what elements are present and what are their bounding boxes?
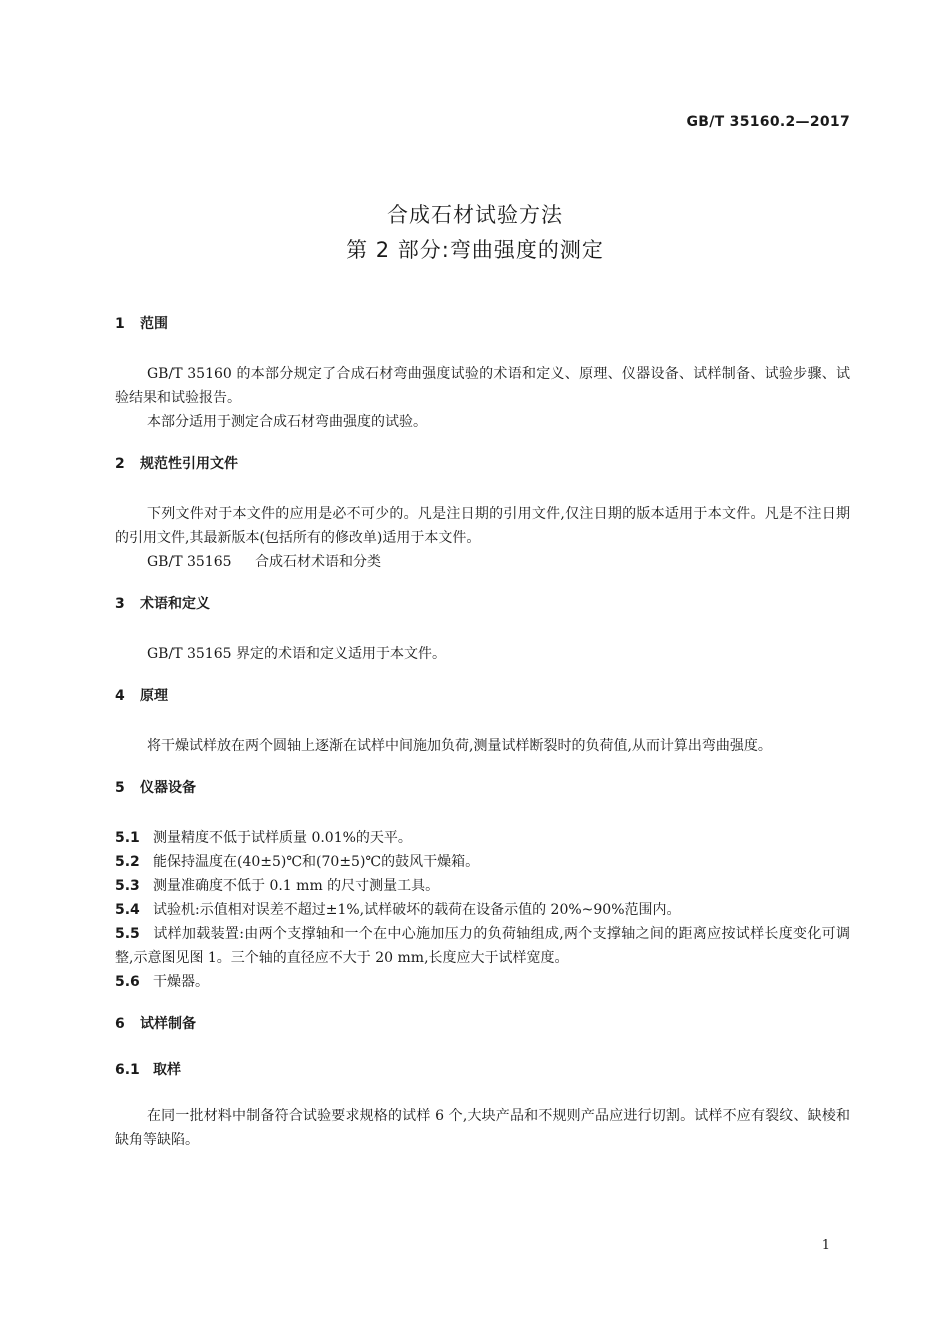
subsection-6-1-heading [115, 1058, 850, 1082]
section-title: 范围 [140, 316, 168, 332]
item-text: 试验机:示值相对误差不超过±1%,试样破坏的载荷在设备示值的 20%~90%范围内。 [153, 902, 681, 918]
page-number: 1 [821, 1238, 830, 1253]
section-number: 4 [115, 688, 125, 704]
document-title-line1: 合成石材试验方法 [387, 203, 563, 227]
item-text: 干燥器。 [153, 974, 209, 990]
item-number: 5.4 [115, 902, 140, 918]
standard-code: GB/T 35160.2—2017 [686, 114, 850, 130]
reference-code: GB/T 35165 [147, 554, 232, 570]
section-number: 5 [115, 780, 125, 796]
list-item [115, 826, 850, 850]
paragraph: 下列文件对于本文件的应用是必不可少的。凡是注日期的引用文件,仅注日期的版本适用于本文件。凡是不注日期的引用文件,其最新版本(包括所有的修改单)适用于本文件。 [115, 506, 850, 546]
section-1-heading [115, 312, 850, 336]
list-item [115, 850, 850, 874]
item-text: 测量精度不低于试样质量 0.01%的天平。 [153, 830, 412, 846]
document-title-line2: 第 2 部分:弯曲强度的测定 [346, 238, 604, 262]
item-text: 能保持温度在(40±5)℃和(70±5)℃的鼓风干燥箱。 [153, 854, 480, 870]
paragraph: 本部分适用于测定合成石材弯曲强度的试验。 [147, 414, 427, 430]
section-number: 2 [115, 456, 125, 472]
list-item [115, 898, 850, 922]
item-number: 5.3 [115, 878, 140, 894]
section-title: 仪器设备 [140, 780, 196, 796]
normative-reference [115, 550, 850, 574]
section-number: 3 [115, 596, 125, 612]
section-title: 原理 [140, 688, 168, 704]
section-title: 试样制备 [140, 1016, 196, 1032]
item-number: 5.6 [115, 974, 140, 990]
paragraph: 在同一批材料中制备符合试验要求规格的试样 6 个,大块产品和不规则产品应进行切割。试样不应有裂纹、缺棱和缺角等缺陷。 [115, 1108, 850, 1148]
paragraph: GB/T 35160 的本部分规定了合成石材弯曲强度试验的术语和定义、原理、仪器设备、试样制备、试验步骤、试验结果和试验报告。 [115, 366, 850, 406]
section-6-heading [115, 1012, 850, 1036]
section-3-heading [115, 592, 850, 616]
document-body [115, 312, 850, 1152]
subsection-title: 取样 [153, 1062, 181, 1078]
section-title: 术语和定义 [140, 596, 210, 612]
item-text: 试样加载装置:由两个支撑轴和一个在中心施加压力的负荷轴组成,两个支撑轴之间的距离应按试样长度变化可调整,示意图见图 1。三个轴的直径应不大于 20 mm,长度应大于试样宽度。 [115, 926, 850, 966]
paragraph: GB/T 35165 界定的术语和定义适用于本文件。 [147, 646, 446, 662]
section-title: 规范性引用文件 [140, 456, 238, 472]
paragraph: 将干燥试样放在两个圆轴上逐渐在试样中间施加负荷,测量试样断裂时的负荷值,从而计算出弯曲强度。 [147, 738, 772, 754]
list-item [115, 970, 850, 994]
item-number: 5.2 [115, 854, 140, 870]
reference-title: 合成石材术语和分类 [255, 554, 381, 570]
section-5-heading [115, 776, 850, 800]
section-4-heading [115, 684, 850, 708]
item-number: 5.1 [115, 830, 140, 846]
list-item [115, 874, 850, 898]
subsection-number: 6.1 [115, 1062, 140, 1078]
list-item [115, 922, 850, 970]
section-number: 1 [115, 316, 125, 332]
item-text: 测量准确度不低于 0.1 mm 的尺寸测量工具。 [153, 878, 440, 894]
item-number: 5.5 [115, 926, 140, 942]
section-2-heading [115, 452, 850, 476]
section-number: 6 [115, 1016, 125, 1032]
